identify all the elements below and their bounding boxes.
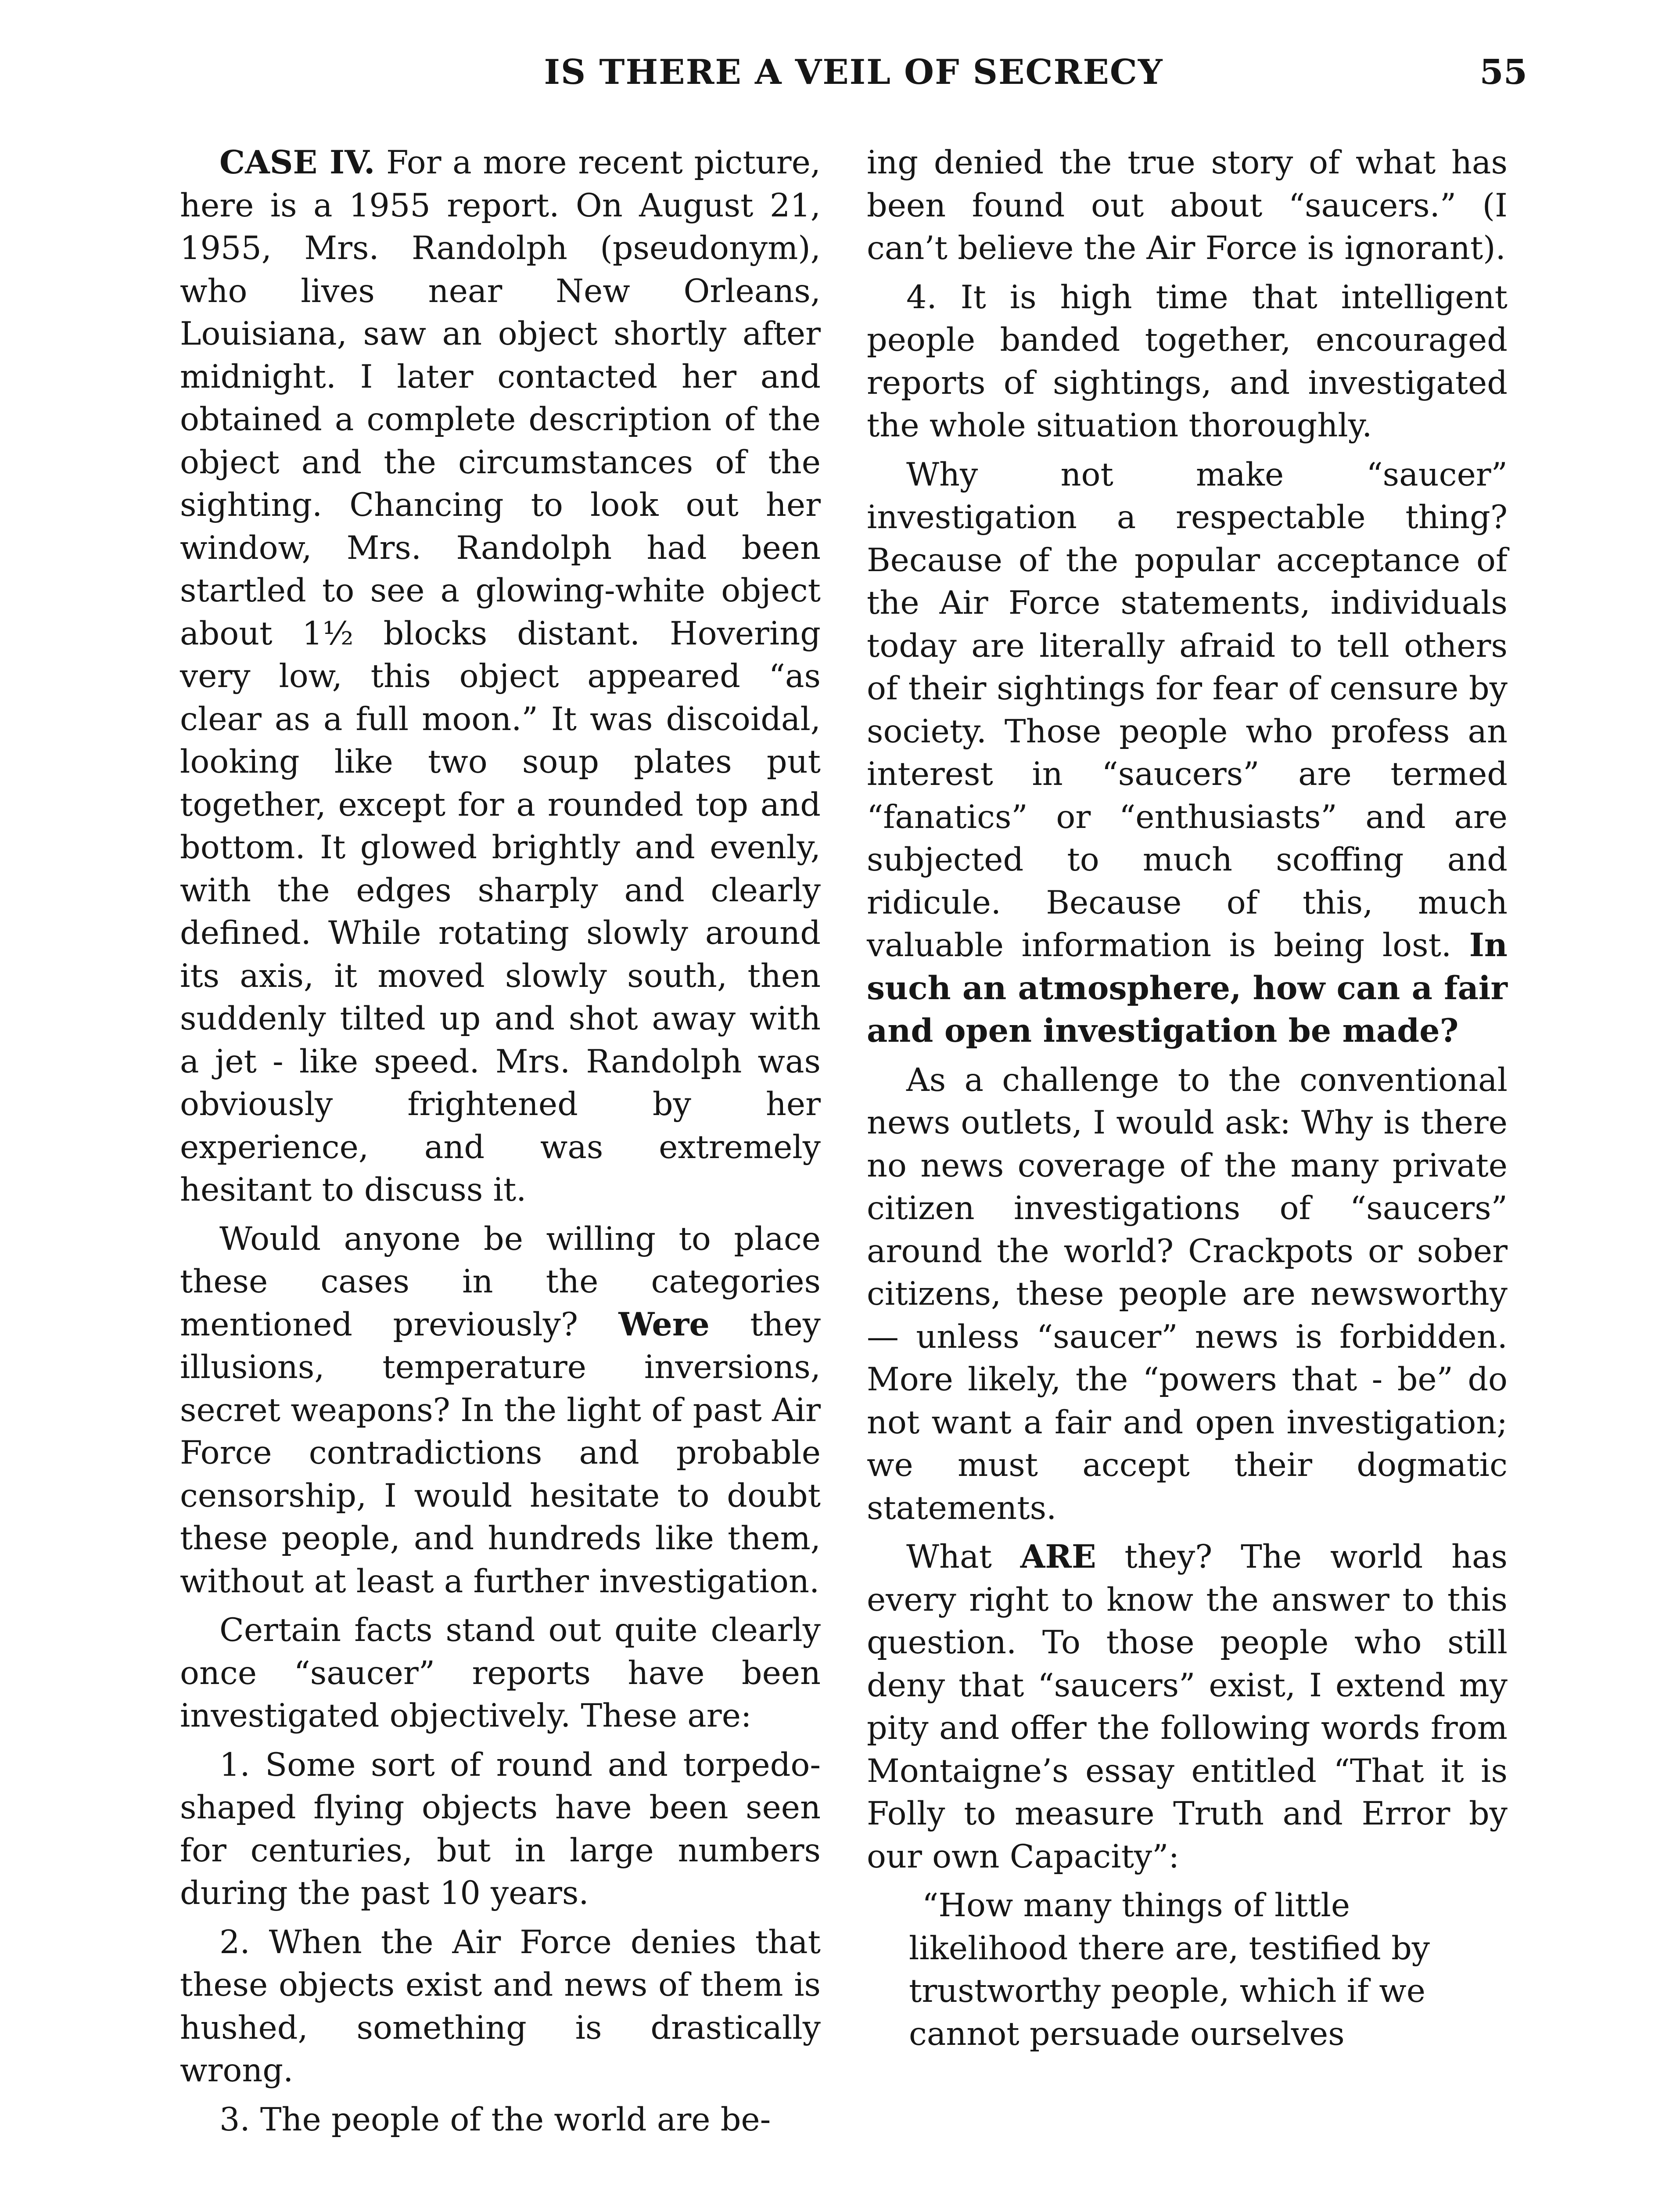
- fact-3-paragraph-start: 3. The people of the world are be-: [219, 2101, 771, 2138]
- case-text: For a more recent picture, here is a 1955 report. On August 21, 1955, Mrs. Randolph (pseudonym), who lives near New Orleans, Louisiana, saw an object shortly after midnight. I later contacted her and obtained a complete description of the object and the circumstances of the sighting. Chancing to look out her window, Mrs. Randolph had been startled to see a glowing-white object about 1½ blocks distant. Hovering very low, this object appeared “as clear as a full moon.” It was discoidal, looking like two soup plates put together, except for a rounded top and bottom. It glowed brightly and evenly, with the edges sharply and clearly defined. While rotating slowly around its axis, it moved slowly south, then suddenly tilted up and shot away with a jet - like speed. Mrs. Randolph was obviously frightened by her experience, and was extremely hesitant to discuss it.: [180, 144, 821, 1209]
- right-column: [867, 141, 1508, 2055]
- fact-4-paragraph: 4. It is high time that intelligent people banded together, encouraged reports of sightings, and investigated the whole situation thoroughly.: [867, 278, 1508, 444]
- case-label: CASE IV.: [219, 144, 375, 181]
- fact-2-paragraph: 2. When the Air Force denies that these objects exist and news of them is hushed, something is drastically wrong.: [180, 1923, 821, 2089]
- left-column: [180, 141, 821, 2147]
- case-iv-paragraph: [180, 141, 821, 1212]
- p5-emphasis: ARE: [1020, 1538, 1096, 1576]
- page-number: 55: [1479, 52, 1527, 92]
- p5-before: What: [906, 1538, 1020, 1576]
- p3-before: Why not make “saucer” investigation a respectable thing? Because of the popular acceptance of the Air Force statements, individuals today are literally afraid to tell others of their sightings for fear of censure by society. Those people who profess an interest in “saucers” are termed “fanatics” or “enthusiasts” and are subjected to much scoffing and ridicule. Because of this, much valuable information is being lost.: [867, 456, 1508, 964]
- fact-1-paragraph: 1. Some sort of round and torpedo-shaped flying objects have been seen for centuries, but in large numbers during the past 10 years.: [180, 1746, 821, 1912]
- categories-paragraph: [180, 1218, 821, 1603]
- fact-3-paragraph-continued: ing denied the true story of what has been found out about “saucers.” (I can’t believe the Air Force is ignorant).: [867, 144, 1508, 267]
- news-challenge-paragraph: As a challenge to the conventional news outlets, I would ask: Why is there no news coverage of the many private citizen investigations of “saucers” around the world? Crackpots or sober citizens, these people are newsworthy — unless “saucer” news is forbidden. More likely, the “powers that - be” do not want a fair and open investigation; we must accept their dogmatic statements.: [867, 1061, 1508, 1527]
- p5-after: they? The world has every right to know the answer to this question. To those people who still deny that “saucers” exist, I extend my pity and offer the following words from Montaigne’s essay entitled “That it is Folly to measure Truth and Error by our own Capacity”:: [867, 1538, 1508, 1875]
- p2-before: Would anyone be willing to place these cases in the categories mentioned previously?: [180, 1220, 821, 1343]
- running-head: [180, 48, 1527, 97]
- p3-emphasis: In such an atmosphere, how can a fair and open investigation be made?: [867, 926, 1508, 1050]
- facts-intro-paragraph: Certain facts stand out quite clearly once “saucer” reports have been investigated objectively. These are:: [180, 1612, 821, 1734]
- p2-emphasis: Were: [618, 1305, 710, 1343]
- montaigne-quote: “How many things of little likelihood there are, testified by trustworthy people, which if we cannot persuade ourselves: [909, 1887, 1430, 2053]
- p2-after: they illusions, temperature inversions, secret weapons? In the light of past Air Force contradictions and probable censorship, I would hesitate to doubt these people, and hundreds like them, without at least a further investigation.: [180, 1306, 821, 1600]
- running-title: IS THERE A VEIL OF SECRECY: [544, 52, 1163, 92]
- what-are-they-paragraph: [867, 1536, 1508, 1878]
- investigation-paragraph: [867, 453, 1508, 1053]
